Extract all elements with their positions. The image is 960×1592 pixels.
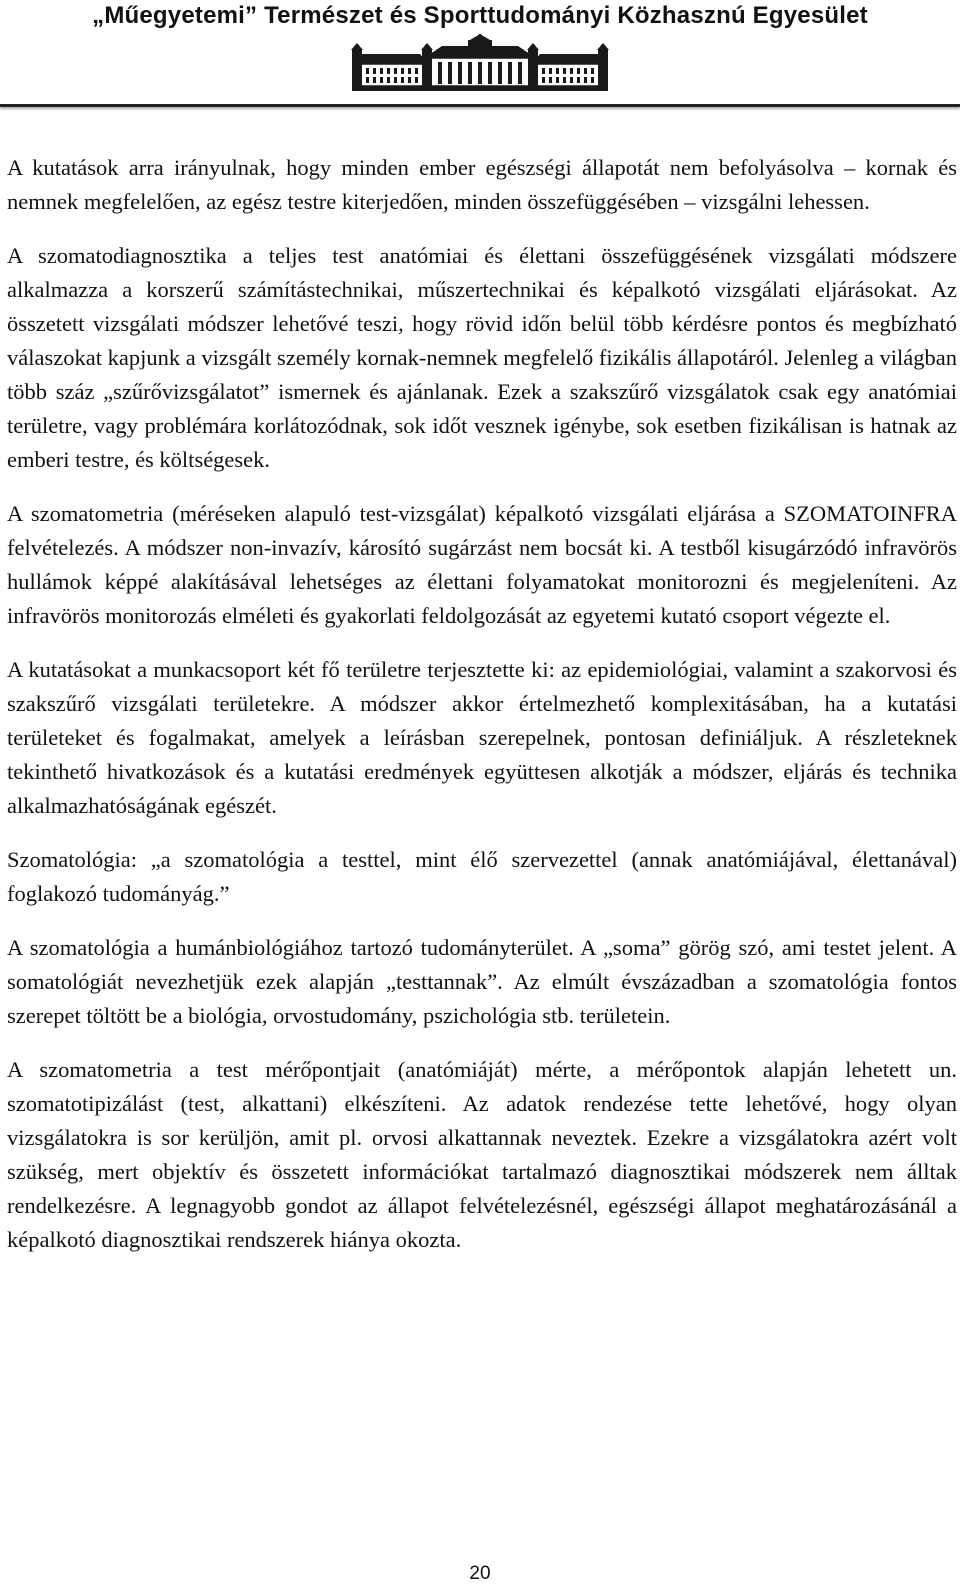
paragraph: A kutatásokat a munkacsoport két fő területre terjesztette ki: az epidemiológiai, valamint a szakorvosi és szakszűrő vizsgálati területekre. A módszer akkor értelmezhető komplexitásában, ha a kutatási területeket és fogalmakat, amelyek a leírásban szerepelnek, pontosan definiáljuk. A részleteknek tekinthető hivatkozások és a kutatási eredmények együttesen alkotják a módszer, eljárás és technika alkalmazhatóságának egészét. [7, 657, 957, 818]
paragraph: A szomatodiagnosztika a teljes test anatómiai és élettani összefüggésének vizsgálati módszere alkalmazza a korszerű számítástechnikai, műszertechnikai és képalkotó vizsgálati eljárásokat. Az összetett vizsgálati módszer lehetővé teszi, hogy rövid időn belül több kérdésre pontos és megbízható válaszokat kapjunk a vizsgált személy kornak-nemnek megfelelő fizikális állapotáról. Jelenleg a világban több száz „szűrővizsgálatot” ismernek és ajánlanak. Ezek a szakszűrő vizsgálatok csak egy anatómiai területre, vagy problémára korlátozódnak, sok időt vesznek igénybe, sok esetben fizikálisan is hatnak az emberi testre, és költségesek. [7, 243, 957, 472]
header-title: „Műegyetemi” Természet és Sporttudományi Közhasznú Egyesület [92, 2, 868, 29]
university-building-icon [350, 34, 610, 92]
page-header [0, 0, 960, 110]
document-body [7, 151, 957, 1277]
header-divider [0, 104, 960, 107]
paragraph: A szomatometria a test mérőpontjait (anatómiáját) mérte, a mérőpontok alapján lehetett un. szomatotipizálást (test, alkattani) elkészíteni. Az adatok rendezése tette lehetővé, hogy olyan vizsgálatokra is sor kerüljön, amit pl. orvosi alkattannak neveztek. Ezekre a vizsgálatokra azért volt szükség, mert objektív és összetett információkat tartalmazó diagnosztikai módszerek nem álltak rendelkezésre. A legnagyobb gondot az állapot felvételezésnél, egészségi állapot meghatározásánál a képalkotó diagnosztikai rendszerek hiánya okozta. [7, 1057, 957, 1252]
paragraph: Szomatológia: „a szomatológia a testtel, mint élő szervezettel (annak anatómiájával, élettanával) foglakozó tudományág.” [7, 847, 957, 906]
paragraph: A kutatások arra irányulnak, hogy minden ember egészségi állapotát nem befolyásolva – kornak és nemnek megfelelően, az egész testre kiterjedően, minden összefüggésében – vizsgálni lehessen. [7, 155, 957, 214]
page-number: 20 [469, 1563, 491, 1584]
paragraph: A szomatometria (méréseken alapuló test-vizsgálat) képalkotó vizsgálati eljárása a SZOMATOINFRA felvételezés. A módszer non-invazív, károsító sugárzást nem bocsát ki. A testből kisugárzódó infravörös hullámok képpé alakításával lehetséges az élettani folyamatokat monitorozni és megjeleníteni. Az infravörös monitorozás elméleti és gyakorlati feldolgozását az egyetemi kutató csoport végezte el. [7, 501, 957, 628]
paragraph: A szomatológia a humánbiológiához tartozó tudományterület. A „soma” görög szó, ami testet jelent. A somatológiát nevezhetjük ezek alapján „testtannak”. Az elmúlt évszázadban a szomatológia fontos szerepet töltött be a biológia, orvostudomány, pszichológia stb. területein. [7, 935, 957, 1028]
